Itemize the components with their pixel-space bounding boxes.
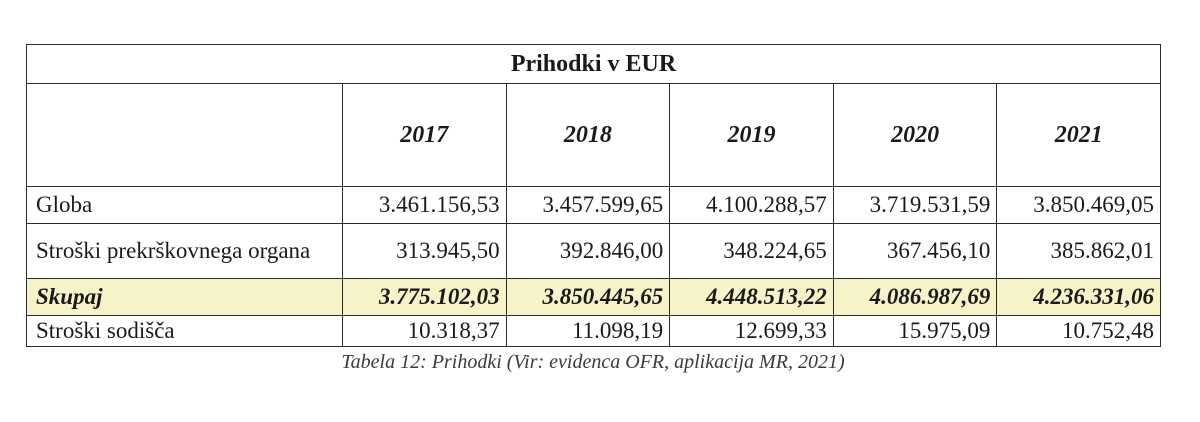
cell-value: 12.699,33 [670, 316, 834, 347]
row-label: Stroški prekrškovnega organa [27, 224, 343, 279]
revenue-table-container [26, 44, 1160, 347]
table-row-stroski-prekrskovnega-organa [27, 224, 1161, 279]
table-row-globa [27, 187, 1161, 224]
cell-value: 11.098,19 [506, 316, 670, 347]
table-title: Prihodki v EUR [27, 45, 1161, 84]
cell-value: 3.461.156,53 [343, 187, 507, 224]
table-row-skupaj-total [27, 279, 1161, 316]
table-title-row [27, 45, 1161, 84]
cell-value: 3.457.599,65 [506, 187, 670, 224]
cell-value: 4.236.331,06 [997, 279, 1161, 316]
cell-value: 348.224,65 [670, 224, 834, 279]
header-year-2019: 2019 [670, 84, 834, 187]
row-label: Globa [27, 187, 343, 224]
table-caption: Tabela 12: Prihodki (Vir: evidenca OFR, aplikacija MR, 2021) [341, 351, 845, 373]
cell-value: 3.850.445,65 [506, 279, 670, 316]
cell-value: 313.945,50 [343, 224, 507, 279]
header-year-2020: 2020 [833, 84, 997, 187]
cell-value: 385.862,01 [997, 224, 1161, 279]
header-year-2017: 2017 [343, 84, 507, 187]
row-label: Skupaj [27, 279, 343, 316]
cell-value: 4.448.513,22 [670, 279, 834, 316]
cell-value: 15.975,09 [833, 316, 997, 347]
revenue-table [26, 44, 1161, 347]
cell-value: 10.752,48 [997, 316, 1161, 347]
cell-value: 3.850.469,05 [997, 187, 1161, 224]
header-year-2021: 2021 [997, 84, 1161, 187]
header-empty-cell [27, 84, 343, 187]
cell-value: 4.086.987,69 [833, 279, 997, 316]
table-row-stroski-sodisca [27, 316, 1161, 347]
cell-value: 3.719.531,59 [833, 187, 997, 224]
cell-value: 10.318,37 [343, 316, 507, 347]
table-header-row [27, 84, 1161, 187]
cell-value: 392.846,00 [506, 224, 670, 279]
header-year-2018: 2018 [506, 84, 670, 187]
cell-value: 4.100.288,57 [670, 187, 834, 224]
row-label: Stroški sodišča [27, 316, 343, 347]
cell-value: 367.456,10 [833, 224, 997, 279]
cell-value: 3.775.102,03 [343, 279, 507, 316]
